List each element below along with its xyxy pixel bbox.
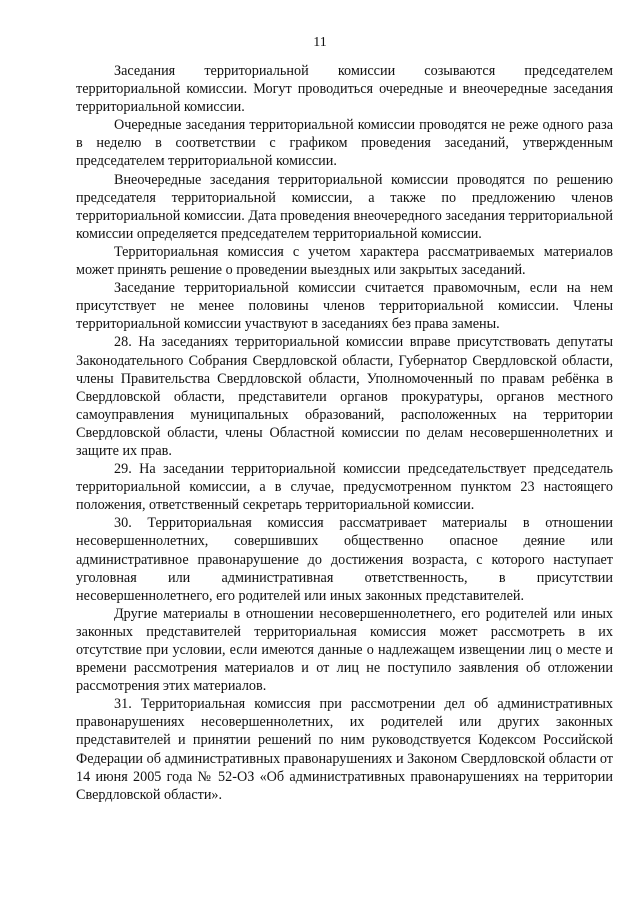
- paragraph-item-31: 31. Территориальная комиссия при рассмотрении дел об административных правонарушениях несовершеннолетних, их родителей или других законных представителей и принятии решений по ним руководствуется Кодексом Российской Федерации об административных правонарушениях и Законом Свердловской области от 14 июня 2005 года № 52-ОЗ «Об административных правонарушениях на территории Свердловской области».: [76, 696, 613, 803]
- paragraph-meetings-convening: Заседания территориальной комиссии созываются председателем территориальной комиссии. Могут проводиться очередные и внеочередные заседания территориальной комиссии.: [76, 63, 613, 116]
- paragraph-extraordinary-meetings: Внеочередные заседания территориальной комиссии проводятся по решению председателя территориальной комиссии, а также по предложению членов территориальной комиссии. Дата проведения внеочередного заседания территориальной комиссии определяется председателем территориальной комиссии.: [76, 171, 613, 242]
- paragraph-item-30: 30. Территориальная комиссия рассматривает материалы в отношении несовершеннолетних, совершивших общественно опасное деяние или административное правонарушение до достижения возраста, с которого наступает уголовная или административная ответственность, в присутствии несовершеннолетнего, его родителей или иных законных представителей.: [76, 515, 613, 604]
- paragraph-regular-meetings: Очередные заседания территориальной комиссии проводятся не реже одного раза в неделю в соответствии с графиком проведения заседаний, утвержденным председателем территориальной комиссии.: [76, 117, 613, 170]
- page-number: 11: [313, 35, 327, 50]
- document-body: [76, 62, 613, 804]
- paragraph-other-materials: Другие материалы в отношении несовершеннолетнего, его родителей или иных законных представителей территориальная комиссия может рассмотреть в их отсутствие при условии, если имеются данные о надлежащем извещении лиц о месте и времени рассмотрения материалов и от лиц не поступило заявления об отложении рассмотрения этих материалов.: [76, 605, 613, 695]
- paragraph-item-29: 29. На заседании территориальной комиссии председательствует председатель территориальной комиссии, а в случае, предусмотренном пунктом 23 настоящего положения, ответственный секретарь территориальной комиссии.: [76, 461, 613, 514]
- paragraph-quorum: Заседание территориальной комиссии считается правомочным, если на нем присутствует не менее половины членов территориальной комиссии. Члены территориальной комиссии участвуют в заседаниях без права замены.: [76, 280, 613, 333]
- paragraph-item-28: 28. На заседаниях территориальной комиссии вправе присутствовать депутаты Законодательного Собрания Свердловской области, Губернатор Свердловской области, члены Правительства Свердловской области, Уполномоченный по правам ребёнка в Свердловской области, представители органов прокуратуры, органов местного самоуправления муниципальных образований, расположенных на территории Свердловской области, члены Областной комиссии по делам несовершеннолетних и защите их прав.: [76, 334, 613, 459]
- paragraph-offsite-closed-meetings: Территориальная комиссия с учетом характера рассматриваемых материалов может принять решение о проведении выездных или закрытых заседаний.: [76, 243, 613, 279]
